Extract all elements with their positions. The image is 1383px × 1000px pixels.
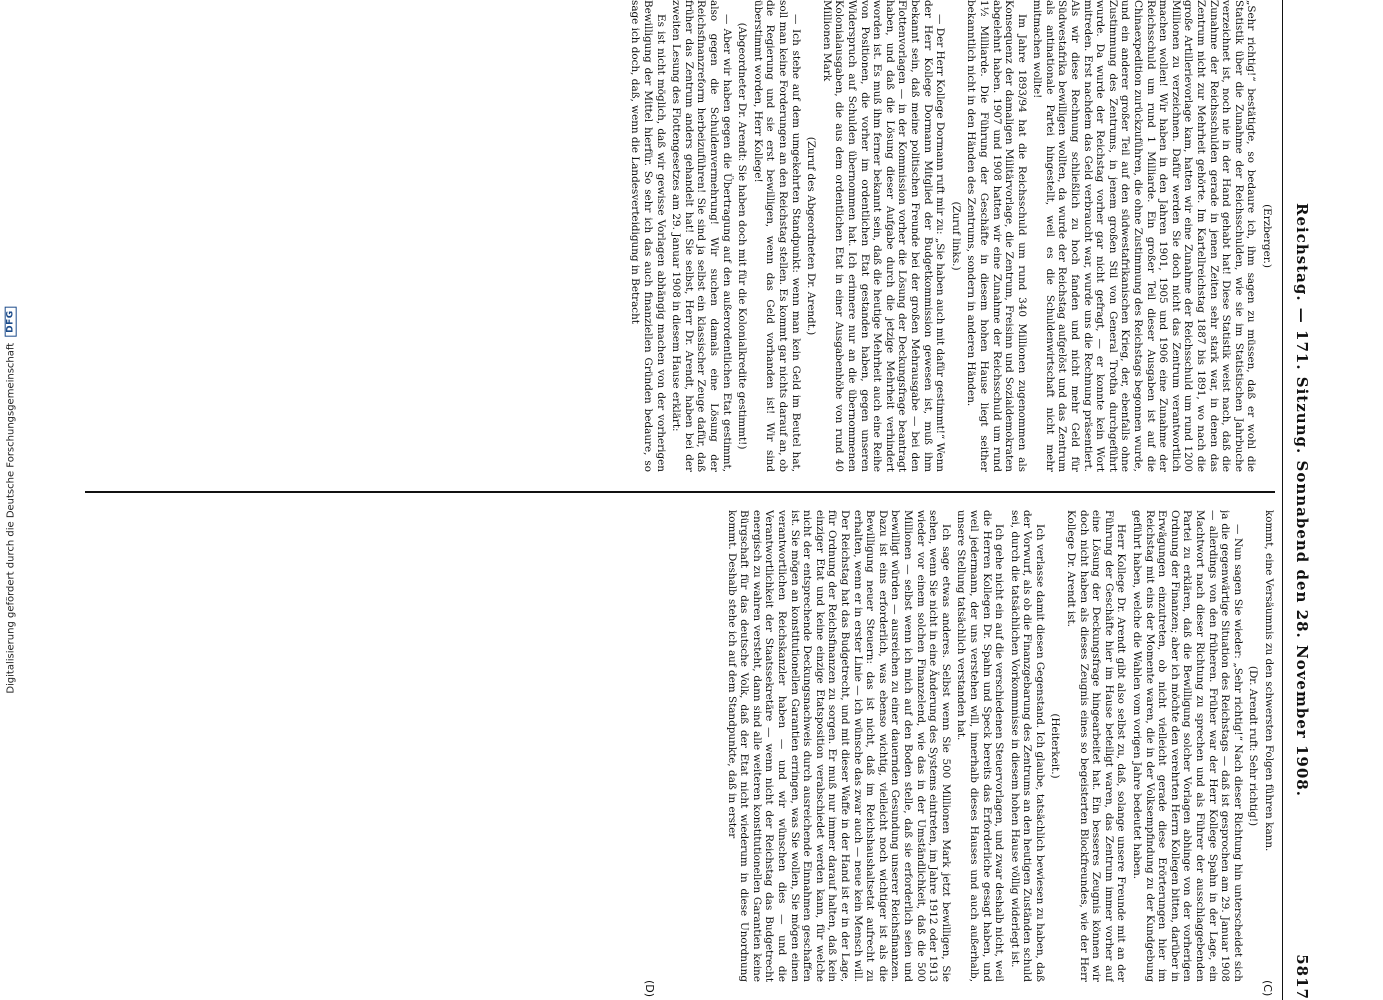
paragraph: — Aber wir haben gegen die Übertragung auf den außerordentlichen Etat gestimmt, also gegen die Schuldenvermehrung! Wir suchen damals eine Lösung der Reichsfinanzreform herbeizuführen! Sie sind ja selbst ein klassischer Zeuge dafür, daß früher das Zentrum anders gehandelt hat! Sie selbst, Herr Dr. Arendt, haben bei der zweiten Lesung des Flottengesetzes am 29. Januar 1908 in diesem Hause erklärt: xyxy=(670,0,733,472)
speaker-name: (Erzberger.) xyxy=(1261,204,1273,268)
interjection: (Zuruf des Abgeordneten Dr. Arendt.) xyxy=(805,136,818,336)
paragraph: — Ich stehe auf dem umgekehrten Standpunkt: wenn man kein Geld im Beutel hat, soll man keine Forderungen an den Reichstag stellen. Es kommt gar nichts darauf an, ob die Regierung und sie erst bewilligen, wenn das Geld vorhanden ist! Wir sind überstimmt worden, Herr Kollege! xyxy=(751,0,802,472)
document-page xyxy=(79,0,1319,1000)
paragraph: Im Jahre 1893/94 hat die Reichsschuld um rund 340 Millionen zugenommen als Konsequenz der damaligen Militärvorlage, die Zentrum, Freisinn und Sozialdemokraten abgelehnt haben. 1907 und 1908 hatten wir eine Zunahme der Reichsschuld um rund 1½ Milliarde. Die Führung der Geschäfte in diesem hohen Hause liegt seither bekanntlich nicht in den Händen des Zentrums, sondern in anderen Händen. xyxy=(965,0,1028,472)
paragraph: Herr Kollege Dr. Arendt gibt also selbst zu, daß, solange unsere Freunde mit an der Führung der Geschäfte hier im Hause beteiligt waren, das Zentrum immer vorher auf eine Lösung der Deckungsfrage hingearbeitet hat. Ein besseres Zeugnis können wir doch nicht haben als dieses Zeugnis eines so begeisterten Blockfreundes, wie der Herr Kollege Dr. Arendt ist. xyxy=(1065,510,1128,982)
interjection: (Dr. Arendt ruft: Sehr richtig!) xyxy=(1247,665,1260,827)
paragraph: — Der Herr Kollege Dormann ruft mir zu: „Sie haben auch mit dafür gestimmt!“ Wenn der Herr Kollege Dormann Mitglied der Budgetkommission gewesen ist, muß ihm bekannt sein, daß meine politischen Freunde bei der großen Mehrausgabe — bei den Flottenvorlagen — in der Kommission vorher die Lösung der Deckungsfrage beantragt haben, und daß die Lösung dieser Aufgabe durch die jetzige Mehrheit verhindert worden ist. Es muß ihm ferner bekannt sein, daß die heutige Mehrheit auch eine Reihe von Positionen, die vorher im ordentlichen Etat gestanden haben, gegen unseren Widerspruch auf Schulden übernommen hat. Ich erinnere nur an die übernommenen Kolonialausgaben, die aus dem ordentlichen Etat in einer Ausgabenhöhe von rund 40 Millionen Mark xyxy=(820,0,947,472)
paragraph: Ich gehe nicht ein auf die verschiedenen Steuervorlagen, und zwar deshalb nicht, weil die Herren Kollegen Dr. Spahn und Speck bereits das Erforderliche gesagt haben, und weil jedermann, der uns verstehen will, innerhalb dieses Hauses und auch außerhalb, unsere Stellung tatsächlich verstanden hat. xyxy=(955,510,1006,982)
interjection: (Heiterkeit.) xyxy=(1049,713,1062,779)
page-number: 5817 xyxy=(1293,954,1311,1000)
right-column xyxy=(85,510,1275,982)
dfg-logo: DFG xyxy=(5,306,17,337)
dfg-credit-text: Digitalisierung gefördert durch die Deutsche Forschungsgemeinschaft xyxy=(5,342,17,694)
margin-marker-d: (D) xyxy=(643,980,656,998)
column-divider xyxy=(85,491,1275,493)
paragraph: „Sehr richtig!“ bestätigte, so bedaure ich, ihm sagen zu müssen, daß er wohl die Statistik über die Zunahme der Reichsschulden, wie sie im Statistischen Jahrbuche verzeichnet ist, noch nie in der Hand gehabt hat! Diese Statistik weist nach, daß die Zunahme der Reichsschulden gerade in jenen Zeiten sehr stark war, in denen das Zentrum nicht zur Mehrheit gehörte. Im Kartellreichstag 1887 bis 1891, wo nach die große Artillerievorlage kam, hatten wir eine Zunahme der Reichsschuld um rund 1200 Millionen zu verzeichnen. Dafür werden Sie doch nicht das Zentrum verantwortlich machen wollen! Wir haben in den Jahren 1901, 1905 und 1906 eine Zunahme der Reichsschuld um rund 1 Milliarde. Ein großer Teil dieser Ausgaben ist auf die Chinaexpedition zurückzuführen, die ohne Zustimmung des Reichstags begonnen wurde, und ein anderer großer Teil auf den südwestafrikanischen Krieg, der, ebenfalls ohne Zustimmung des Zentrums, in jenem großen Stil von General Trotha durchgeführt wurde. Da wurde der Reichstag vorher gar nicht gefragt, — er konnte kein Wort mitreden. Erst nachdem das Geld verbraucht war, wurde uns die Rechnung präsentiert. Als wir diese Rechnung schließlich zu hoch fanden und nicht mehr Geld für Südwestafrika bewilligen wollten, da wurde der Reichstag aufgelöst und das Zentrum als antinationale Partei hingestellt, weil es die Schuldenwirtschaft nicht mehr mitmachen wollte! xyxy=(1031,0,1258,472)
left-column xyxy=(85,0,1275,472)
interjection: (Zuruf links.) xyxy=(949,201,962,271)
dfg-credit xyxy=(0,0,22,1000)
page-title: Reichstag. — 171. Sitzung. Sonnabend den 28. November 1908. xyxy=(1293,203,1311,797)
margin-marker-c: (C) xyxy=(1261,980,1274,997)
quotation: Es ist nicht möglich, daß wir gewisse Vorlagen abhängig machen von der vorherigen Bewilligung der Mittel hierfür. So sehr ich das auch finanziellen Gründen bedaure, so sage ich doch, daß, wenn die Landesverteidigung in Betracht xyxy=(629,0,667,472)
paragraph: Ich sage etwas anderes. Selbst wenn Sie 500 Millionen Mark jetzt bewilligen, Sie sehen, wenn Sie nicht in eine Änderung des Systems eintreten, im Jahre 1912 oder 1913 wieder vor einem solchen Finanzelend, wie das in der Umständlichkeit, daß die 500 Millionen — selbst wenn ich mich auf den Boden stelle, daß sie erforderlich seien und bewilligt würden — ausreichen zu einer dauernden Gesundung unserer Reichsfinanzen. Dazu ist eins erforderlich, was ebenso wichtig, vielleicht noch wichtiger ist als die Bewilligung neuer Steuern: das ist nicht, daß im Reichshaushaltsetat aufrecht zu erhalten, wenn er in erster Linie — ich wünsche das zwar auch — neue kein Mensch will. Der Reichstag hat das Budgetrecht, und mit dieser Waffe in der Hand ist er in der Lage, für Ordnung der Reichsfinanzen zu sorgen. Er muß nur immer darauf halten, daß kein einziger Etat und keine einzige Etatsposition verabschiedet werden kann, für welche nicht der entsprechende Deckungsnachweis durch ausreichende Einnahmen geschaffen ist. Sie mögen an konstitutionellen Garantien erringen, was Sie wollen, Sie mögen einen verantwortlichen Reichskanzler haben — und wir wünschen dies — und die Verantwortlichkeit der Staatssekretäre — wenn nicht der Reichstag das Budgetrecht energisch zu wahren versteht, dann sind alle weiteren konstitutionellen Garantien keine Bürgschaft für das deutsche Volk, daß der Etat nicht wiederum in diese Unordnung kommt. Deshalb stehe ich auf dem Standpunkte, daß in erster xyxy=(725,510,952,982)
page-body xyxy=(85,0,1275,1000)
paragraph: — Nun sagen Sie wieder: „Sehr richtig!“ Nach dieser Richtung hin unterscheidet sich ja die gegenwärtige Situation des Reichstags — daß ist gesprochen am 29. Januar 1908 — allerdings von den früheren. Früher war der Herr Kollege Spahn in der Lage, ein Machtwort nach dieser Richtung zu sprechen und als Führer der ausschlaggebenden Partei zu erklären, daß die Bewilligung solcher Vorlagen abhinge von der vorherigen Ordnung der Finanzen; aber ich möchte den verehrten Herrn Kollegen bitten, darüber in Erwägungen einzutreten, ob nicht vielleicht gerade diese Erörterungen hier im Reichstag mit eins der Momente waren, die in der Volksempfindung zu der Kundgebung geführt haben, welche die Wahlen vom vorigen Jahre bedeutet haben. xyxy=(1131,510,1244,982)
paragraph: Ich verlasse damit diesen Gegenstand. Ich glaube, tatsächlich bewiesen zu haben, daß der Vorwurf, als ob die Finanzgebarung des Zentrums an den heutigen Zuständen schuld sei, durch die tatsächlichen Vorkommnisse in diesem hohen Hause völlig widerlegt ist. xyxy=(1008,510,1046,982)
page-header xyxy=(1282,0,1319,1000)
quotation: kommt, eine Versäumnis zu den schwersten Folgen führen kann. xyxy=(1263,510,1275,852)
interjection: (Abgeordneter Dr. Arendt: Sie haben doch mit für die Kolonialkredite gestimmt!) xyxy=(736,22,749,450)
